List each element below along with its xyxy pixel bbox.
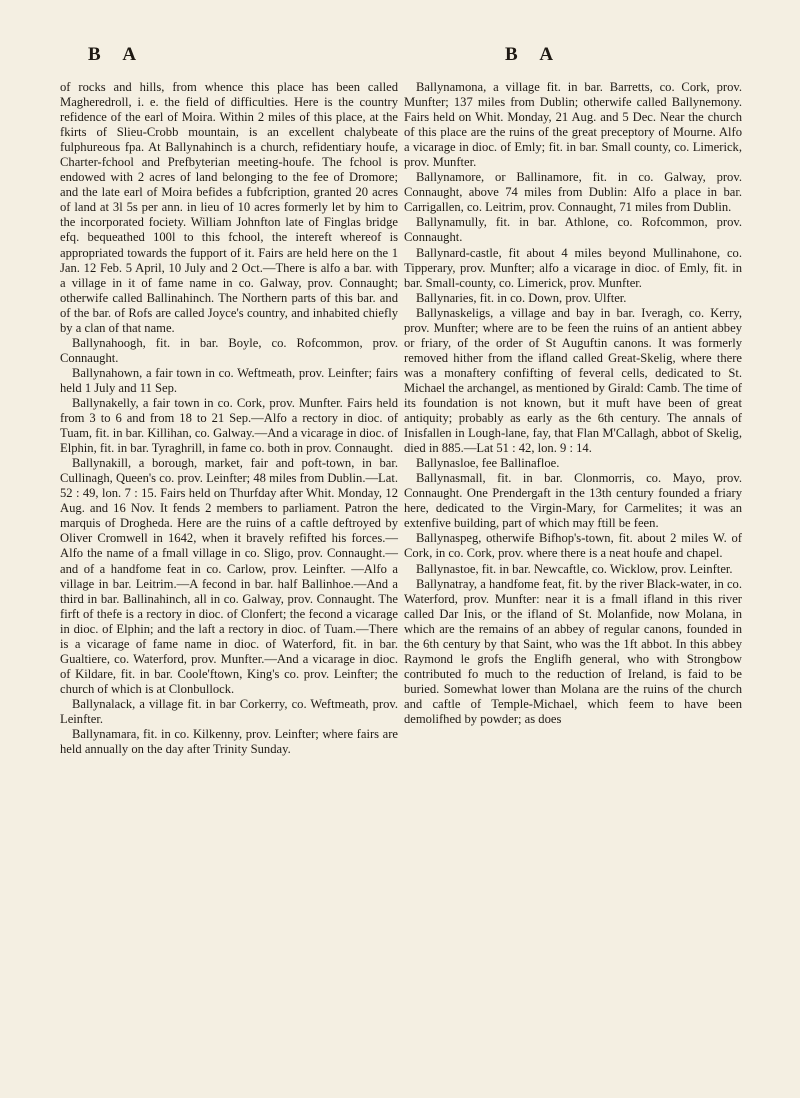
entry-paragraph: Ballynatray, a handfome feat, fit. by the river Black-water, in co. Waterford, prov. Munfter: near it is a fmall ifland in this river called Dar Inis, or the ifland of St. Molanfide, now Molana, in which are the remains of an abbey of regular canons, founded in the 6th century by that Saint, who was the 1ft abbot. In this abbey Raymond le grofs the Englifh general, who with Strongbow contributed fo much to the reduction of Ireland, is faid to be buried. Somewhat lower than Molana are the ruins of the church and caftle of Temple-Michael, which feem to have been demolifhed by powder; as does [404, 576, 742, 726]
entry-paragraph: Ballynastoe, fit. in bar. Newcaftle, co. Wicklow, prov. Leinfter. [416, 561, 733, 576]
entry-paragraph: Ballynamore, or Ballinamore, fit. in co. Galway, prov. Connaught, above 74 miles from Dublin: Alfo a place in bar. Carrigallen, co. Leitrim, prov. Connaught, 71 miles from Dublin. [404, 170, 742, 215]
right-headword: B A [505, 44, 563, 65]
entry-paragraph: Ballynasloe, fee Ballinafloe. [416, 456, 560, 471]
entry-paragraph: Ballynamara, fit. in co. Kilkenny, prov. Leinfter; where fairs are held annually on the day after Trinity Sunday. [60, 727, 398, 757]
entry-paragraph: Ballynahown, a fair town in co. Weftmeath, prov. Leinfter; fairs held 1 July and 11 Sep. [60, 365, 398, 395]
entry-paragraph: Ballynalack, a village fit. in bar Corkerry, co. Weftmeath, prov. Leinfter. [60, 696, 398, 726]
entry-paragraph: Ballynakill, a borough, market, fair and poft-town, in bar. Cullinagh, Queen's co. prov. Leinfter; 48 miles from Dublin.—Lat. 52 : 49, lon. 7 : 15. Fairs held on Thurfday after Whit. Monday, 12 Aug. and 16 Nov. It fends 2 members to parliament. Patron the marquis of Drogheda. Here are the ruins of a caftle deftroyed by Oliver Cromwell in 1642, when it bravely refifted his forces.—Alfo the name of a fmall village in co. Sligo, prov. Connaught.—and of a handfome feat in co. Carlow, prov. Leinfter. —Alfo a village in bar. Leitrim.—A fecond in bar. half Ballinhoe.—And a third in bar. Ballinahinch, all in co. Galway, prov. Connaught. The firft of thefe is a rectory in dioc. of Clonfert; the fecond a vicarage in dioc. of Elphin; and the laft a rectory in dioc. of Tuam.—There is a vicarage of fame name in dioc. of Waterford, fit. in bar. Gualtiere, co. Waterford, prov. Munfter.—And a vicarage in dioc. of Kildare, fit. in bar. Coole'ftown, King's co. prov. Leinfter; the church of which is at Clonbullock. [60, 456, 398, 696]
entry-paragraph: Ballynahoogh, fit. in bar. Boyle, co. Rofcommon, prov. Connaught. [60, 335, 398, 365]
entry-paragraph: Ballynamully, fit. in bar. Athlone, co. Rofcommon, prov. Connaught. [404, 215, 742, 245]
left-headword: B A [88, 44, 146, 65]
entry-paragraph: Ballynaspeg, otherwife Bifhop's-town, fit. about 2 miles W. of Cork, in co. Cork, prov. where there is a neat houfe and chapel. [404, 531, 742, 561]
left-column [60, 80, 398, 757]
entry-paragraph: Ballynaries, fit. in co. Down, prov. Ulfter. [416, 290, 627, 305]
entry-paragraph: of rocks and hills, from whence this place has been called Magheredroll, i. e. the field of difficulties. Here is the country refidence of the earl of Moira. Within 2 miles of this place, at the fkirts of Slieu-Crobb mountain, is an excellent chalybeate fulphureous fpa. At Ballynahinch is a church, refidentiary houfe, Charter-fchool and Prefbyterian meeting-houfe. The fchool is endowed with 2 acres of land belonging to the fee of Dromore; and the late earl of Moira befides a fubfcription, granted 20 acres of land at 3l 5s per ann. in lieu of 10 acres formerly let by him to the incorporated fociety. William Johnfton late of Finglas bridge efq. bequeathed 100l to this fchool, the intereft whereof is appropriated towards the fupport of it. Fairs are held here on the 1 Jan. 12 Feb. 5 April, 10 July and 2 Oct.—There is alfo a bar. with a village in it of fame name in co. Galway, prov. Connaught; otherwife called Ballinahinch. The Northern parts of this bar. and of the bar. of Rofs are called Joyce's country, and inhabited chiefly by a clan of that name. [60, 80, 398, 335]
right-column [404, 80, 742, 727]
running-header [0, 44, 800, 68]
entry-paragraph: Ballynasmall, fit. in bar. Clonmorris, co. Mayo, prov. Connaught. One Prendergaft in the 13th century founded a friary here, dedicated to the Virgin-Mary, for Carmelites; it was an extenfive building, part of which may ftill be feen. [404, 471, 742, 531]
entry-paragraph: Ballynakelly, a fair town in co. Cork, prov. Munfter. Fairs held from 3 to 6 and from 18 to 21 Sep.—Alfo a rectory in dioc. of Tuam, fit. in bar. Killihan, co. Galway.—And a vicarage in dioc. of Elphin, fit. in bar. Tyraghrill, in fame co. both in prov. Connaught. [60, 395, 398, 456]
column-divider [399, 80, 400, 1070]
entry-paragraph: Ballynard-castle, fit about 4 miles beyond Mullinahone, co. Tipperary, prov. Munfter; alfo a vicarage in dioc. of Emly, fit. in bar. Small-county, co. Limerick, prov. Munfter. [404, 245, 742, 290]
entry-paragraph: Ballynaskeligs, a village and bay in bar. Iveragh, co. Kerry, prov. Munfter; where are to be feen the ruins of an antient abbey or friary, of the order of St Auguftin canons. It was formerly removed hither from the ifland called Great-Skelig, where there was a monaftery confifting of feveral cells, dedicated to St. Michael the archangel, as mentioned by Girald: Camb. The time of its foundation is not known, but it muft have been of great antiquity; probably as early as the 6th century. The annals of Inisfallen in Lough-lane, fay, that Flan M'Callagh, abbot of Skelig, died in 885.—Lat 51 : 42, lon. 9 : 14. [404, 305, 742, 456]
entry-paragraph: Ballynamona, a village fit. in bar. Barretts, co. Cork, prov. Munfter; 137 miles from Dublin; otherwife called Ballynemony. Fairs held on Whit. Monday, 21 Aug. and 5 Dec. Near the church of this place are the ruins of the great preceptory of Mourne. Alfo a vicarage in dioc. of Emly; fit. in bar. Small county, co. Limerick, prov. Munfter. [404, 80, 742, 170]
